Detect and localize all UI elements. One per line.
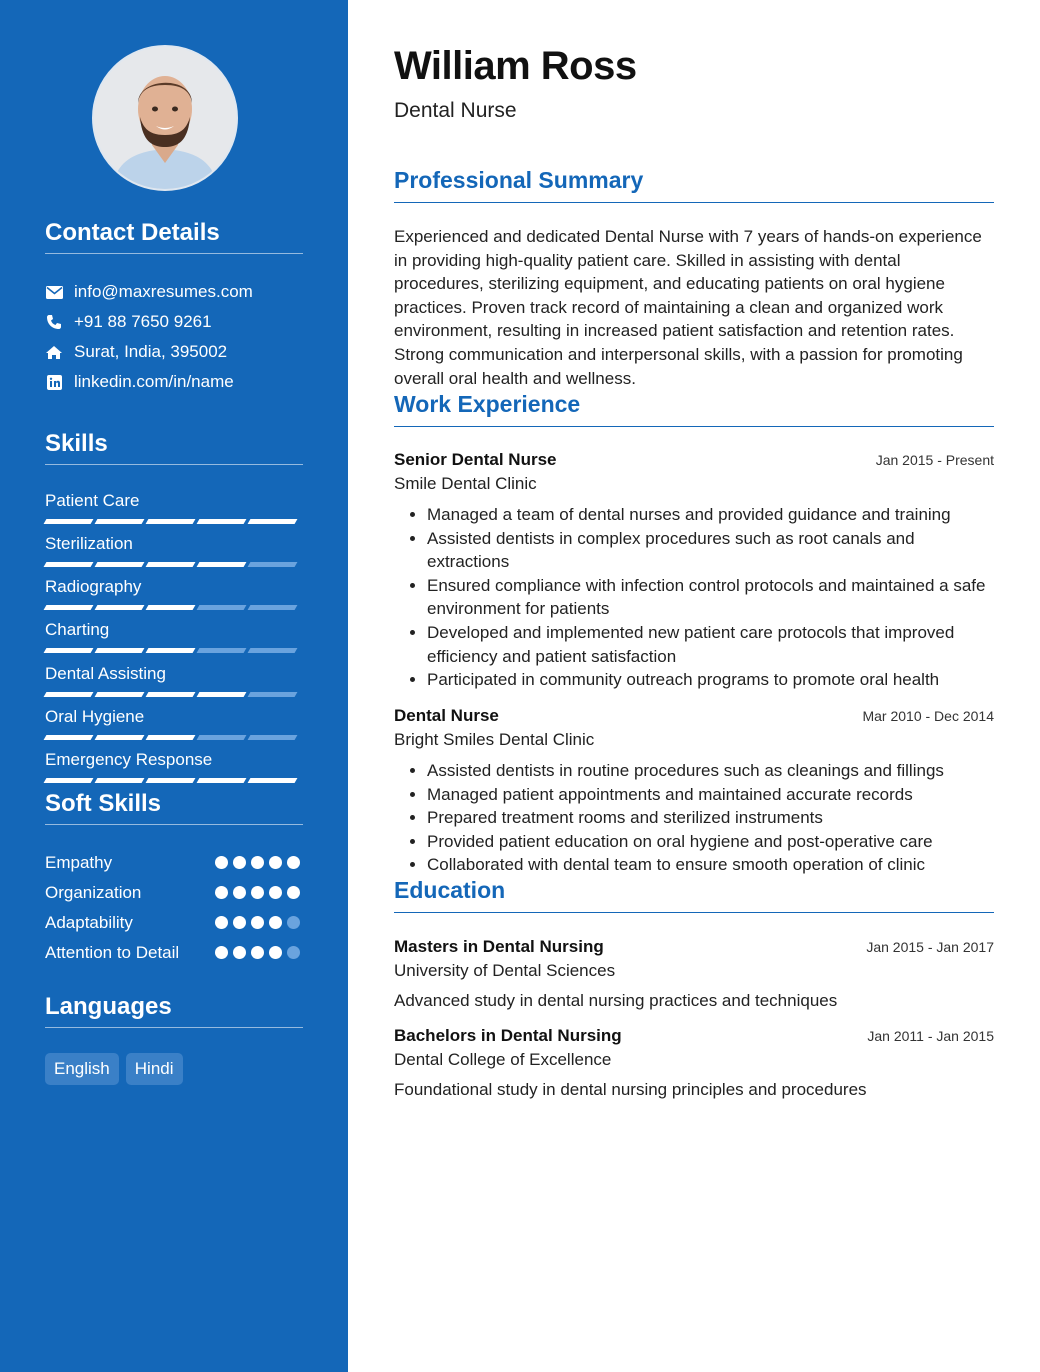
contact-title: Contact Details: [45, 219, 303, 254]
skill-level-segment: [146, 778, 196, 783]
job-company: Smile Dental Clinic: [394, 474, 537, 493]
rating-dot: [287, 886, 300, 899]
job-title: Dental Nurse: [394, 706, 499, 725]
skill-level-segment: [95, 562, 145, 567]
skill-level-segment: [146, 735, 196, 740]
language-tag: Hindi: [126, 1053, 183, 1085]
skill-level-bars: [45, 735, 303, 740]
skill-level-segment: [248, 778, 298, 783]
sidebar: [0, 0, 348, 1372]
skill-level-segment: [248, 735, 298, 740]
skill-item: [45, 491, 303, 524]
degree-title: Bachelors in Dental Nursing: [394, 1026, 622, 1045]
rating-dot: [287, 946, 300, 959]
skill-name: Radiography: [45, 577, 142, 596]
rating-dot: [251, 856, 264, 869]
skill-item: [45, 577, 303, 610]
soft-skill-item: [45, 941, 303, 964]
school-name: Dental College of Excellence: [394, 1050, 612, 1069]
skill-level-segment: [44, 562, 94, 567]
rating-dot: [269, 856, 282, 869]
skill-level-bars: [45, 562, 303, 567]
skill-level-segment: [248, 519, 298, 524]
soft-skill-rating: [215, 856, 300, 869]
job-bullet: • Participated in community outreach programs to promote oral health: [427, 668, 994, 692]
job-company: Bright Smiles Dental Clinic: [394, 730, 595, 749]
job-bullet: • Provided patient education on oral hygiene and post-operative care: [427, 830, 994, 854]
skill-level-segment: [44, 605, 94, 610]
contact-email[interactable]: [45, 277, 303, 307]
profile-photo: [94, 47, 236, 189]
education-date: Jan 2015 - Jan 2017: [866, 939, 994, 955]
job-bullets: [394, 503, 994, 692]
languages-list: [45, 1053, 183, 1085]
skill-level-segment: [248, 692, 298, 697]
contact-phone-text: +91 88 7650 9261: [74, 312, 212, 331]
soft-skill-name: Adaptability: [45, 913, 133, 932]
skill-level-segment: [197, 778, 247, 783]
soft-skill-item: [45, 881, 303, 904]
education-title: Education: [394, 877, 994, 913]
soft-skill-rating: [215, 886, 300, 899]
skill-level-segment: [197, 692, 247, 697]
skill-level-bars: [45, 778, 303, 783]
skill-level-segment: [146, 562, 196, 567]
skill-level-segment: [146, 692, 196, 697]
job-bullet: • Managed patient appointments and maintained accurate records: [427, 783, 994, 807]
contact-linkedin[interactable]: [45, 367, 303, 397]
rating-dot: [215, 856, 228, 869]
summary-text: Experienced and dedicated Dental Nurse with 7 years of hands-on experience in providing high-quality patient care. Skilled in assisting with dental procedures, sterilizing equipment, and educating patients on oral hygiene practices. Proven track record of maintaining a clean and organized work environment, resulting in increased patient satisfaction and retention rates. Strong communication and interpersonal skills, with a passion for promoting overall oral health and wellness.: [394, 227, 982, 388]
school-name: University of Dental Sciences: [394, 961, 616, 980]
contact-phone[interactable]: [45, 307, 303, 337]
contact-address: [45, 337, 303, 367]
skill-level-segment: [44, 648, 94, 653]
job-bullet: • Prepared treatment rooms and sterilized instruments: [427, 806, 994, 830]
job-title: Senior Dental Nurse: [394, 450, 557, 469]
rating-dot: [233, 916, 246, 929]
soft-skill-item: [45, 911, 303, 934]
skills-title: Skills: [45, 430, 303, 465]
contact-email-text: info@maxresumes.com: [74, 282, 253, 301]
contact-address-text: Surat, India, 395002: [74, 342, 228, 361]
skill-item: [45, 750, 303, 783]
soft-skill-rating: [215, 946, 300, 959]
soft-skill-name: Organization: [45, 883, 142, 902]
job-bullet: • Developed and implemented new patient care protocols that improved efficiency and patient satisfaction: [427, 621, 994, 668]
skill-level-segment: [197, 605, 247, 610]
skill-level-segment: [197, 735, 247, 740]
skill-item: [45, 707, 303, 740]
rating-dot: [215, 886, 228, 899]
skill-item: [45, 664, 303, 697]
skill-level-segment: [95, 778, 145, 783]
candidate-role: Dental Nurse: [394, 99, 517, 122]
skill-name: Charting: [45, 620, 110, 639]
skill-level-segment: [44, 692, 94, 697]
languages-section: [45, 993, 303, 1028]
summary-title: Professional Summary: [394, 167, 994, 203]
linkedin-icon: [45, 373, 63, 391]
skill-level-segment: [44, 778, 94, 783]
skill-level-segment: [197, 562, 247, 567]
soft-skills-section: [45, 790, 303, 825]
skill-level-segment: [95, 648, 145, 653]
skill-level-segment: [197, 648, 247, 653]
education-entry: [394, 937, 994, 1011]
rating-dot: [233, 946, 246, 959]
skill-level-segment: [146, 605, 196, 610]
rating-dot: [269, 886, 282, 899]
rating-dot: [269, 946, 282, 959]
rating-dot: [269, 916, 282, 929]
job-bullet: • Managed a team of dental nurses and provided guidance and training: [427, 503, 994, 527]
skill-level-segment: [146, 519, 196, 524]
rating-dot: [233, 856, 246, 869]
job-bullet: • Ensured compliance with infection control protocols and maintained a safe environment for patients: [427, 574, 994, 621]
education-description: Foundational study in dental nursing principles and procedures: [394, 1080, 867, 1099]
language-tag: English: [45, 1053, 119, 1085]
degree-title: Masters in Dental Nursing: [394, 937, 604, 956]
skill-level-segment: [248, 605, 298, 610]
job-date: Jan 2015 - Present: [875, 452, 994, 468]
skill-level-bars: [45, 692, 303, 697]
skill-item: [45, 620, 303, 653]
envelope-icon: [45, 283, 63, 301]
education-date: Jan 2011 - Jan 2015: [867, 1028, 994, 1044]
languages-title: Languages: [45, 993, 303, 1028]
rating-dot: [287, 916, 300, 929]
contact-linkedin-text: linkedin.com/in/name: [74, 372, 234, 391]
rating-dot: [233, 886, 246, 899]
soft-skill-name: Empathy: [45, 853, 113, 872]
skill-level-segment: [95, 605, 145, 610]
rating-dot: [215, 916, 228, 929]
rating-dot: [251, 916, 264, 929]
skill-level-segment: [95, 692, 145, 697]
job-entry: [394, 706, 994, 877]
skill-level-segment: [146, 648, 196, 653]
skill-name: Dental Assisting: [45, 664, 166, 683]
skill-level-bars: [45, 648, 303, 653]
skill-level-segment: [248, 562, 298, 567]
soft-skill-rating: [215, 916, 300, 929]
skill-level-bars: [45, 519, 303, 524]
avatar: [92, 45, 238, 191]
education-entry: [394, 1026, 994, 1100]
skill-level-bars: [45, 605, 303, 610]
skill-name: Oral Hygiene: [45, 707, 145, 726]
job-bullet: • Collaborated with dental team to ensure smooth operation of clinic: [427, 853, 994, 877]
contact-section: [45, 219, 303, 397]
skill-level-segment: [95, 735, 145, 740]
experience-title: Work Experience: [394, 391, 994, 427]
candidate-name: William Ross: [394, 44, 637, 88]
phone-icon: [45, 313, 63, 331]
education-description: Advanced study in dental nursing practices and techniques: [394, 991, 838, 1010]
job-bullet: • Assisted dentists in routine procedures such as cleanings and fillings: [427, 759, 994, 783]
skill-level-segment: [44, 519, 94, 524]
skill-name: Patient Care: [45, 491, 140, 510]
job-bullet: • Assisted dentists in complex procedures such as root canals and extractions: [427, 527, 994, 574]
rating-dot: [251, 946, 264, 959]
skill-name: Sterilization: [45, 534, 133, 553]
job-bullets: [394, 759, 994, 877]
rating-dot: [215, 946, 228, 959]
soft-skill-item: [45, 851, 303, 874]
job-date: Mar 2010 - Dec 2014: [862, 708, 994, 724]
job-entry: [394, 450, 994, 692]
home-icon: [45, 343, 63, 361]
rating-dot: [287, 856, 300, 869]
skill-level-segment: [44, 735, 94, 740]
soft-skills-title: Soft Skills: [45, 790, 303, 825]
skill-level-segment: [248, 648, 298, 653]
skill-level-segment: [197, 519, 247, 524]
skill-level-segment: [95, 519, 145, 524]
skill-item: [45, 534, 303, 567]
skills-section: [45, 430, 303, 465]
rating-dot: [251, 886, 264, 899]
soft-skill-name: Attention to Detail: [45, 943, 180, 962]
skill-name: Emergency Response: [45, 750, 213, 769]
